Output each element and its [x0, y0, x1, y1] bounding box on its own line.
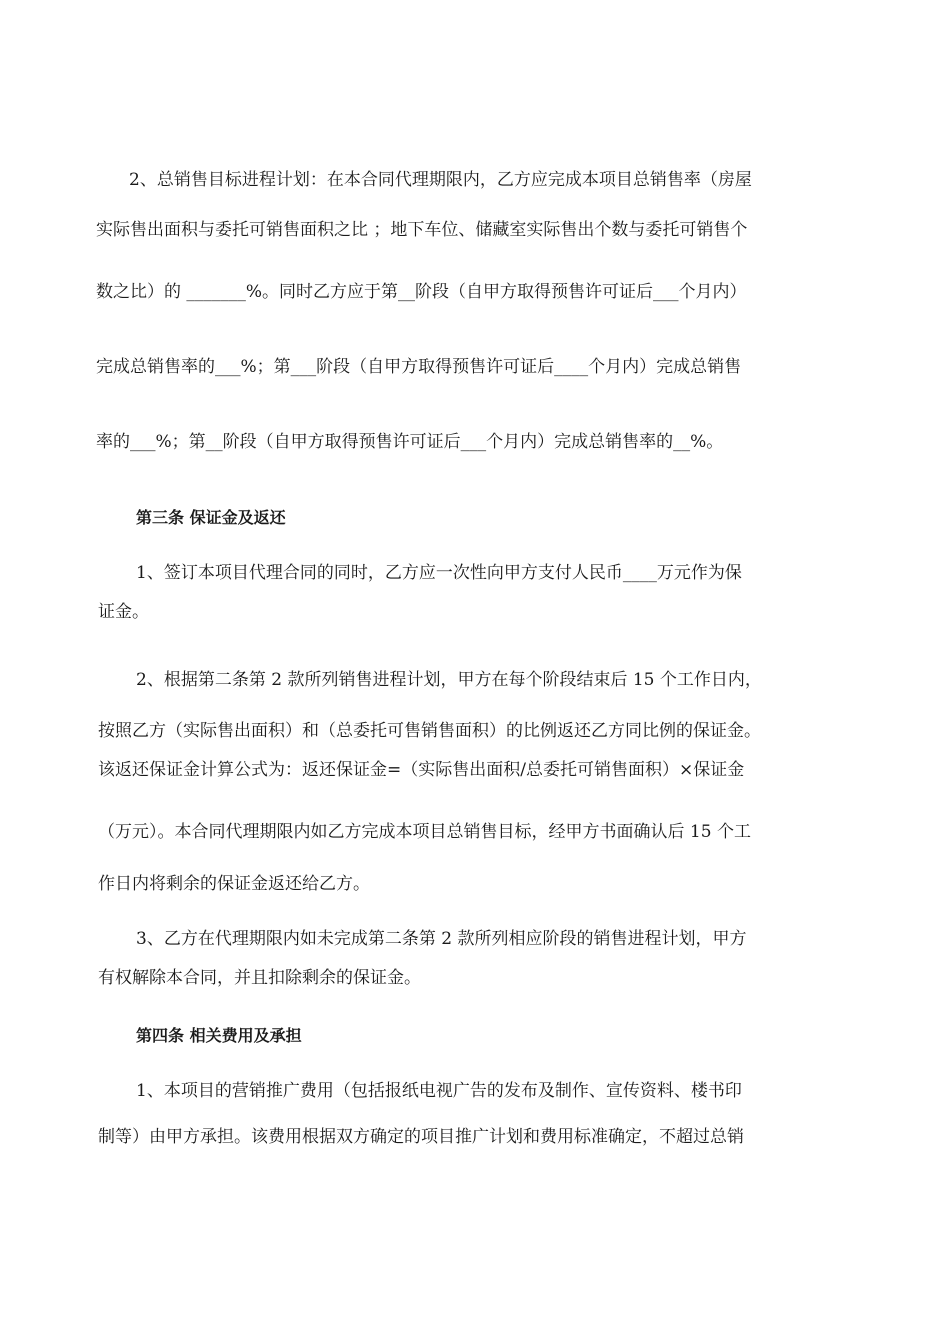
paragraph-line: 有权解除本合同，并且扣除剩余的保证金。 [98, 968, 421, 988]
paragraph-line: （万元）。本合同代理期限内如乙方完成本项目总销售目标，经甲方书面确认后 15 个工 [98, 822, 751, 842]
paragraph-line: 作日内将剩余的保证金返还给乙方。 [98, 874, 370, 894]
paragraph-line: 2、总销售目标进程计划：在本合同代理期限内，乙方应完成本项目总销售率（房屋 [129, 170, 752, 190]
paragraph-line: 1、本项目的营销推广费用（包括报纸电视广告的发布及制作、宣传资料、楼书印 [136, 1081, 742, 1101]
paragraph-line: 制等）由甲方承担。该费用根据双方确定的项目推广计划和费用标准确定，不超过总销 [98, 1127, 744, 1147]
paragraph-line: 实际售出面积与委托可销售面积之比 ；地下车位、储藏室实际售出个数与委托可销售个 [96, 220, 748, 240]
paragraph-line: 数之比）的 _______%。同时乙方应于第__阶段（自甲方取得预售许可证后___个月内） [96, 282, 747, 302]
section-heading-article-4: 第四条 相关费用及承担 [136, 1026, 302, 1045]
paragraph-line: 按照乙方（实际售出面积）和（总委托可售销售面积）的比例返还乙方同比例的保证金。 [98, 721, 761, 741]
paragraph-line: 该返还保证金计算公式为：返还保证金=（实际售出面积/总委托可销售面积）×保证金 [98, 760, 745, 780]
paragraph-line: 完成总销售率的___%；第___阶段（自甲方取得预售许可证后____个月内）完成总销售 [96, 357, 742, 377]
paragraph-line: 率的___%；第__阶段（自甲方取得预售许可证后___个月内）完成总销售率的__%。 [96, 432, 724, 452]
section-heading-article-3: 第三条 保证金及返还 [136, 508, 286, 527]
paragraph-line: 3、乙方在代理期限内如未完成第二条第 2 款所列相应阶段的销售进程计划，甲方 [136, 929, 747, 949]
paragraph-line: 1、签订本项目代理合同的同时，乙方应一次性向甲方支付人民币____万元作为保 [136, 563, 742, 583]
paragraph-line: 2、根据第二条第 2 款所列销售进程计划，甲方在每个阶段结束后 15 个工作日内， [136, 670, 762, 690]
paragraph-line: 证金。 [98, 602, 149, 622]
